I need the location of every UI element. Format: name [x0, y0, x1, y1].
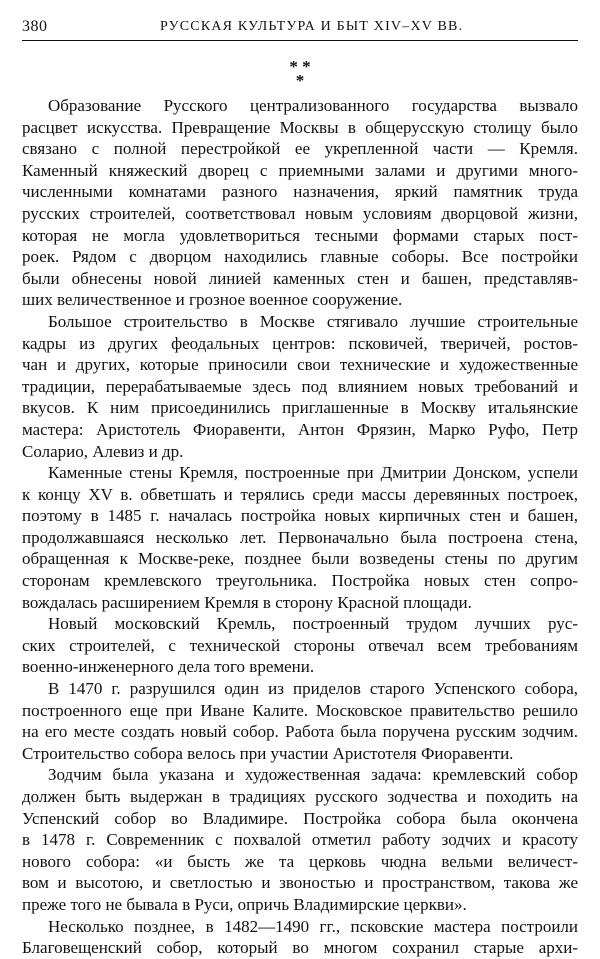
- page-header: [22, 18, 578, 41]
- text-line: Благовещенский собор, который во многом сохранил старые архи-: [22, 938, 578, 958]
- text-line: чан и других, которые приносили свои технические и художественные: [22, 355, 578, 375]
- text-line: вкусов. К ним присоединились приглашенные в Москву итальянские: [22, 398, 578, 418]
- text-line: должен быть выдержан в традициях русского зодчества и походить на: [22, 787, 578, 806]
- asterism-bottom: *: [295, 71, 305, 90]
- paragraph: [22, 95, 578, 311]
- text-line: ших величественное и грозное военное сооружение.: [22, 290, 403, 310]
- text-line: вождалась расширением Кремля в сторону Красной площади.: [22, 592, 472, 612]
- text-line: Каменные стены Кремля, построенные при Дмитрии Донском, успели: [48, 463, 578, 483]
- text-line: сторонам кремлевского треугольника. Постройка новых стен сопро-: [22, 571, 578, 591]
- text-line: роек. Рядом с дворцом находились главные соборы. Все постройки: [22, 247, 578, 267]
- text-line: нового собора: «и бысть же та церковь чюдна вельми величест-: [22, 851, 578, 871]
- paragraph: [22, 764, 578, 915]
- paragraph: [22, 916, 578, 959]
- paragraph: [22, 678, 578, 764]
- text-line: на его месте создать новый собор. Работа была поручена русским зодчим.: [22, 722, 578, 742]
- section-asterism: [0, 57, 600, 90]
- body-text: [22, 95, 578, 959]
- asterism-top: * *: [289, 57, 311, 76]
- text-line: Зодчим была указана и художественная задача: кремлевский собор: [48, 765, 578, 785]
- text-line: в 1478 г. Современник с похвалой отметил работу зодчих и красоту: [22, 830, 578, 850]
- text-line: Большое строительство в Москве стягивало лучшие строительные: [48, 311, 578, 331]
- text-line: Новый московский Кремль, построенный трудом лучших рус-: [48, 614, 578, 634]
- running-title: РУССКАЯ КУЛЬТУРА И БЫТ XIV–XV ВВ.: [160, 19, 464, 34]
- text-line: продолжавшаяся несколько лет. Первоначально была построена стена,: [22, 527, 578, 547]
- text-line: построенного еще при Иване Калите. Московское правительство решило: [22, 700, 578, 720]
- text-line: связано с полной перестройкой ее укрепленной части — Кремля.: [22, 139, 578, 159]
- text-line: русских строителей, соответствовал новым условиям дворцовой жизни,: [22, 203, 578, 223]
- text-line: Несколько позднее, в 1482—1490 гг., псковские мастера построили: [48, 916, 578, 936]
- text-line: преже того не бывала в Руси, опричь Владимирские церкви».: [22, 894, 467, 914]
- text-line: мастера: Аристотель Фиоравенти, Антон Фрязин, Марко Руфо, Петр: [22, 419, 578, 439]
- text-line: традиции, перерабатываемые здесь под влиянием новых требований и: [22, 376, 578, 396]
- paragraph: [22, 311, 578, 462]
- text-line: которая не могла удовлетвориться тесными формами старых пост-: [22, 225, 578, 245]
- text-line: Успенский собор во Владимире. Постройка собора была окончена: [22, 808, 578, 828]
- text-line: были обнесены новой линией каменных стен и башен, представляв-: [22, 268, 578, 288]
- text-line: обращенная к Москве-реке, позднее были возведены стены по другим: [22, 549, 578, 569]
- paragraph: [22, 462, 578, 613]
- text-line: ских строителей, с технической стороны отвечал всем требованиям: [22, 635, 578, 655]
- text-line: кадры из других феодальных центров: псковичей, тверичей, ростов-: [22, 333, 578, 353]
- text-line: расцвет искусства. Превращение Москвы в общерусскую столицу было: [22, 117, 578, 137]
- text-line: к концу XV в. обветшать и терялись среди массы деревянных построек,: [22, 484, 578, 504]
- text-line: военно-инженерного дела того времени.: [22, 657, 315, 677]
- text-line: Каменный княжеский дворец с приемными залами и другими много-: [22, 160, 578, 180]
- text-line: Образование Русского централизованного государства вызвало: [48, 96, 578, 115]
- paragraph: [22, 613, 578, 678]
- text-line: поэтому в 1485 г. началась постройка новых кирпичных стен и башен,: [22, 506, 578, 526]
- text-line: В 1470 г. разрушился один из приделов старого Успенского собора,: [48, 679, 578, 699]
- text-line: вом и высотою, и светлостью и звоностью и пространством, такова же: [22, 873, 578, 893]
- text-line: Строительство собора велось при участии Аристотеля Фиоравенти.: [22, 743, 514, 763]
- text-line: численными комнатами разного назначения, яркий памятник труда: [22, 182, 578, 202]
- text-line: Соларио, Алевиз и др.: [22, 441, 184, 461]
- page-number: 380: [22, 18, 48, 35]
